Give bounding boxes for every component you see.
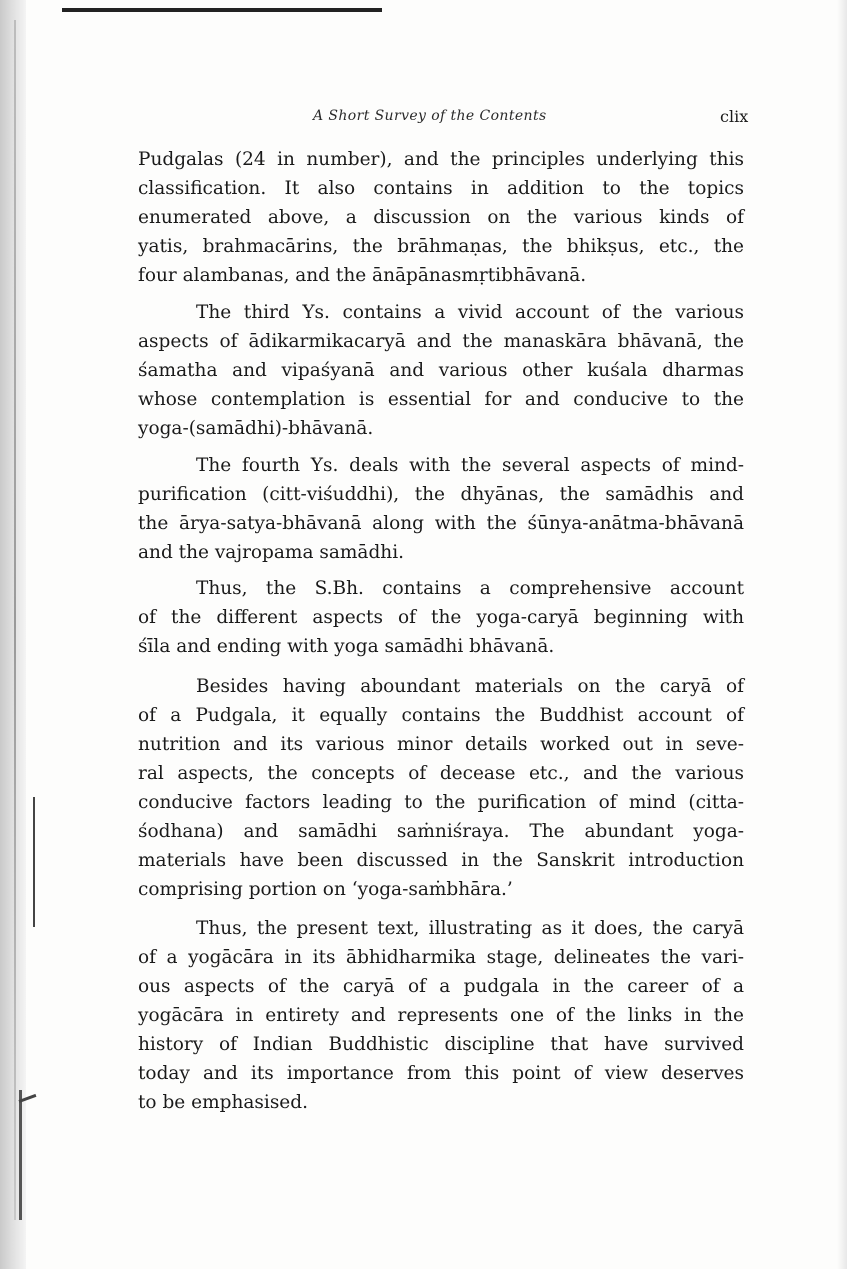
text-line: aspects of ādikarmikacaryā and the manaskāra bhāvanā, the [138, 331, 744, 352]
paragraph [138, 574, 744, 661]
paragraph [138, 451, 744, 567]
text-line: classification. It also contains in addition to the topics [138, 178, 744, 199]
scan-binding-line [14, 20, 16, 1220]
text-line: ral aspects, the concepts of decease etc., and the various [138, 763, 744, 784]
text-line: whose contemplation is essential for and conducive to the [138, 389, 744, 410]
text-line: yogācāra in entirety and represents one of the links in the [138, 1005, 744, 1026]
text-line: Besides having aboundant materials on the caryā of [196, 676, 744, 697]
text-line: yatis, brahmacārins, the brāhmaṇas, the bhikṣus, etc., the [138, 236, 744, 257]
text-line: ous aspects of the caryā of a pudgala in the career of a [138, 976, 744, 997]
text-line: nutrition and its various minor details worked out in seve- [138, 734, 744, 755]
text-line: yoga-(samādhi)-bhāvanā. [138, 418, 374, 439]
margin-mark [33, 797, 35, 927]
scan-left-edge-shadow [0, 0, 26, 1269]
text-line: conducive factors leading to the purification of mind (citta- [138, 792, 744, 813]
text-line: the ārya-satya-bhāvanā along with the śūnya-anātma-bhāvanā [138, 513, 744, 534]
paragraph [138, 298, 744, 443]
paragraph [138, 672, 744, 904]
text-line: materials have been discussed in the Sanskrit introduction [138, 850, 744, 871]
paragraph [138, 145, 744, 290]
text-line: śamatha and vipaśyanā and various other kuśala dharmas [138, 360, 744, 381]
text-line: of the different aspects of the yoga-caryā beginning with [138, 607, 744, 628]
text-line: of a yogācāra in its ābhidharmika stage, delineates the vari- [138, 947, 744, 968]
text-line: Thus, the present text, illustrating as it does, the caryā [196, 918, 744, 939]
text-line: today and its importance from this point of view deserves [138, 1063, 744, 1084]
text-line: of a Pudgala, it equally contains the Buddhist account of [138, 705, 744, 726]
text-line: enumerated above, a discussion on the various kinds of [138, 207, 744, 228]
text-line: The fourth Ys. deals with the several aspects of mind- [196, 455, 744, 476]
scan-top-rule [62, 8, 382, 12]
text-line: four alambanas, and the ānāpānasmṛtibhāvanā. [138, 265, 587, 286]
running-header: A Short Survey of the Contents [313, 108, 547, 124]
text-line: purification (citt-viśuddhi), the dhyānas, the samādhis and [138, 484, 744, 505]
text-line: śodhana) and samādhi saṁniśraya. The abundant yoga- [138, 821, 744, 842]
text-line: The third Ys. contains a vivid account of the various [196, 302, 744, 323]
text-line: Pudgalas (24 in number), and the principles underlying this [138, 149, 744, 170]
text-line: and the vajropama samādhi. [138, 542, 405, 563]
text-line: to be emphasised. [138, 1092, 308, 1113]
page-number: clix [720, 107, 749, 126]
text-line: comprising portion on ‘yoga-saṁbhāra.’ [138, 879, 513, 900]
paragraph [138, 914, 744, 1117]
text-line: Thus, the S.Bh. contains a comprehensive account [196, 578, 744, 599]
text-line: history of Indian Buddhistic discipline that have survived [138, 1034, 744, 1055]
scan-right-edge-shadow [837, 0, 847, 1269]
text-line: śīla and ending with yoga samādhi bhāvanā. [138, 636, 555, 657]
margin-mark-lower [19, 1090, 22, 1220]
